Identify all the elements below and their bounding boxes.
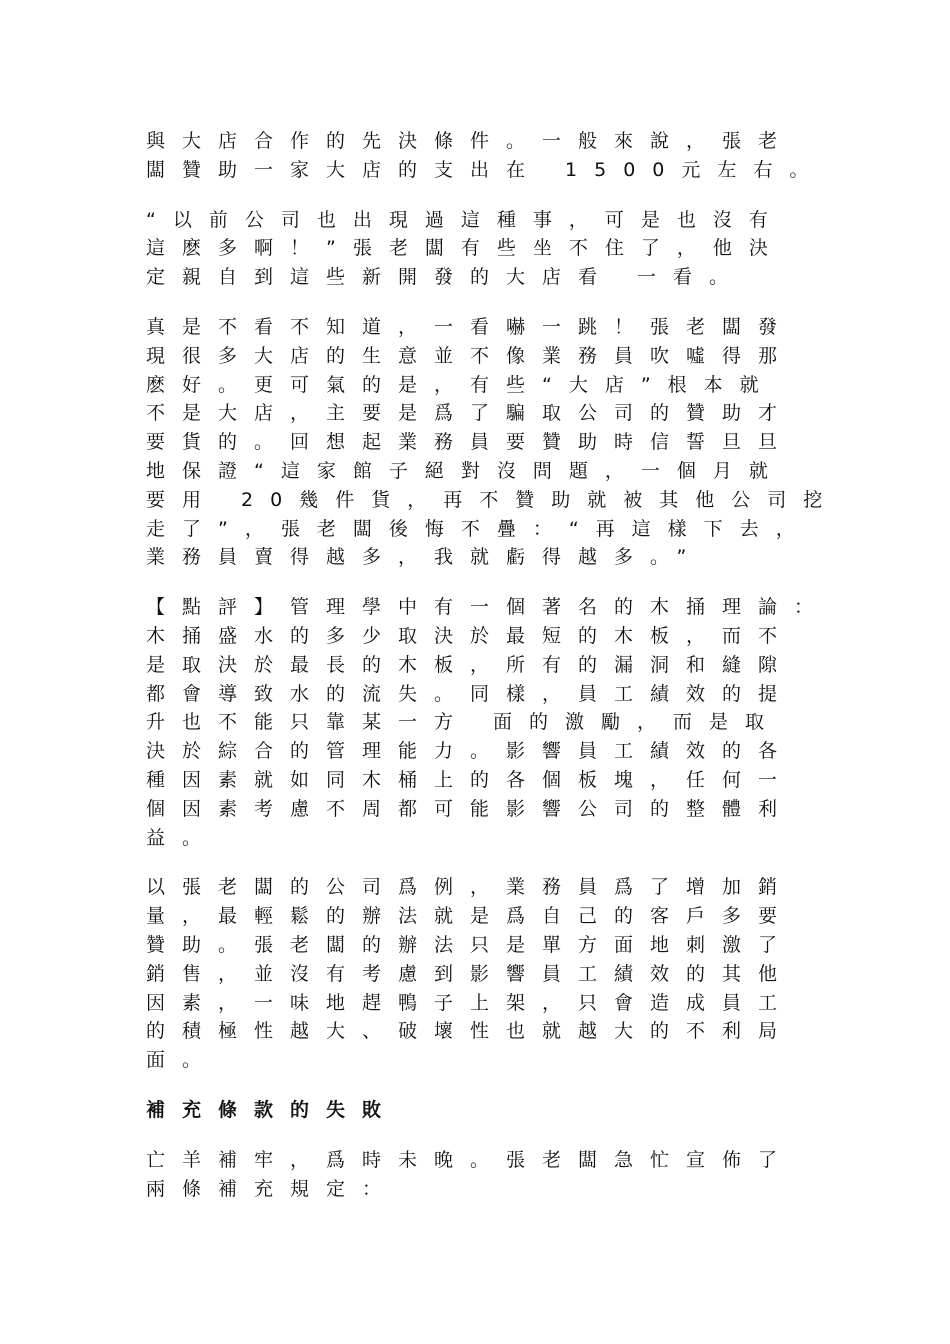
section-heading <box>146 1096 846 1125</box>
text-line: 以張老闆的公司爲例，業務員爲了增加銷 <box>146 876 795 899</box>
text-line: 現很多大店的生意並不像業務員吹噓得那 <box>146 344 795 367</box>
text-line: 的積極性越大、破壞性也就越大的不利局 <box>146 1020 795 1043</box>
text-line: 定親自到這些新開發的大店看 一看。 <box>146 266 746 289</box>
paragraph <box>146 313 846 572</box>
text-line: 業務員賣得越多，我就虧得越多。” <box>146 546 704 569</box>
text-line: 這麽多啊！”張老闆有些坐不住了，他決 <box>146 237 785 260</box>
text-line: 走了”，張老闆後悔不疊：“再這樣下去， <box>146 517 812 540</box>
paragraph <box>146 593 846 852</box>
text-line: 個因素考慮不周都可能影響公司的整體利 <box>146 797 795 820</box>
text-line: 都會導致水的流失。同樣，員工績效的提 <box>146 682 795 705</box>
text-line: 與大店合作的先決條件。一般來說，張老 <box>146 130 795 152</box>
text-line: 【點評】管理學中有一個著名的木捅理論： <box>146 596 831 619</box>
text-line: 闆贊助一家大店的支出在 1500元左右。 <box>146 158 826 181</box>
text-line: 要貨的。回想起業務員要贊助時信誓旦旦 <box>146 431 795 454</box>
text-line: 要用 20幾件貨，再不贊助就被其他公司挖 <box>146 488 840 511</box>
paragraph <box>146 1146 846 1204</box>
text-line: 決於綜合的管理能力。影響員工績效的各 <box>146 740 795 763</box>
text-line: “以前公司也出現過這種事，可是也沒有 <box>146 208 785 231</box>
text-line: 種因素就如同木桶上的各個板塊，任何一 <box>146 768 795 791</box>
text-line: 贊助。張老闆的辦法只是單方面地刺激了 <box>146 933 795 956</box>
text-line: 因素，一味地趕鴨子上架，只會造成員工 <box>146 991 795 1014</box>
text-line: 木捅盛水的多少取決於最短的木板，而不 <box>146 624 795 647</box>
text-line: 兩條補充規定： <box>146 1177 399 1200</box>
text-line: 真是不看不知道，一看嚇一跳！張老闆發 <box>146 315 795 338</box>
text-line: 銷售，並沒有考慮到影響員工績效的其他 <box>146 962 795 985</box>
text-line: 亡羊補牢，爲時未晚。張老闆急忙宣佈了 <box>146 1148 795 1171</box>
text-line: 地保證“這家館子絕對沒問題，一個月就 <box>146 459 785 482</box>
paragraph <box>146 206 846 292</box>
paragraph <box>146 873 846 1075</box>
text-line: 補充條款的失敗 <box>146 1098 399 1121</box>
text-line: 不是大店，主要是爲了騙取公司的贊助才 <box>146 402 795 425</box>
text-line: 麽好。更可氣的是，有些“大店”根本就 <box>146 373 776 396</box>
text-line: 升也不能只靠某一方 面的激勵，而是取 <box>146 711 782 734</box>
paragraph <box>146 127 846 185</box>
text-line: 益。 <box>146 826 219 849</box>
document-page <box>146 127 846 1224</box>
text-line: 是取決於最長的木板，所有的漏洞和縫隙 <box>146 653 795 676</box>
text-line: 面。 <box>146 1049 219 1072</box>
text-line: 量，最輕鬆的辦法就是爲自己的客戶多要 <box>146 905 795 928</box>
